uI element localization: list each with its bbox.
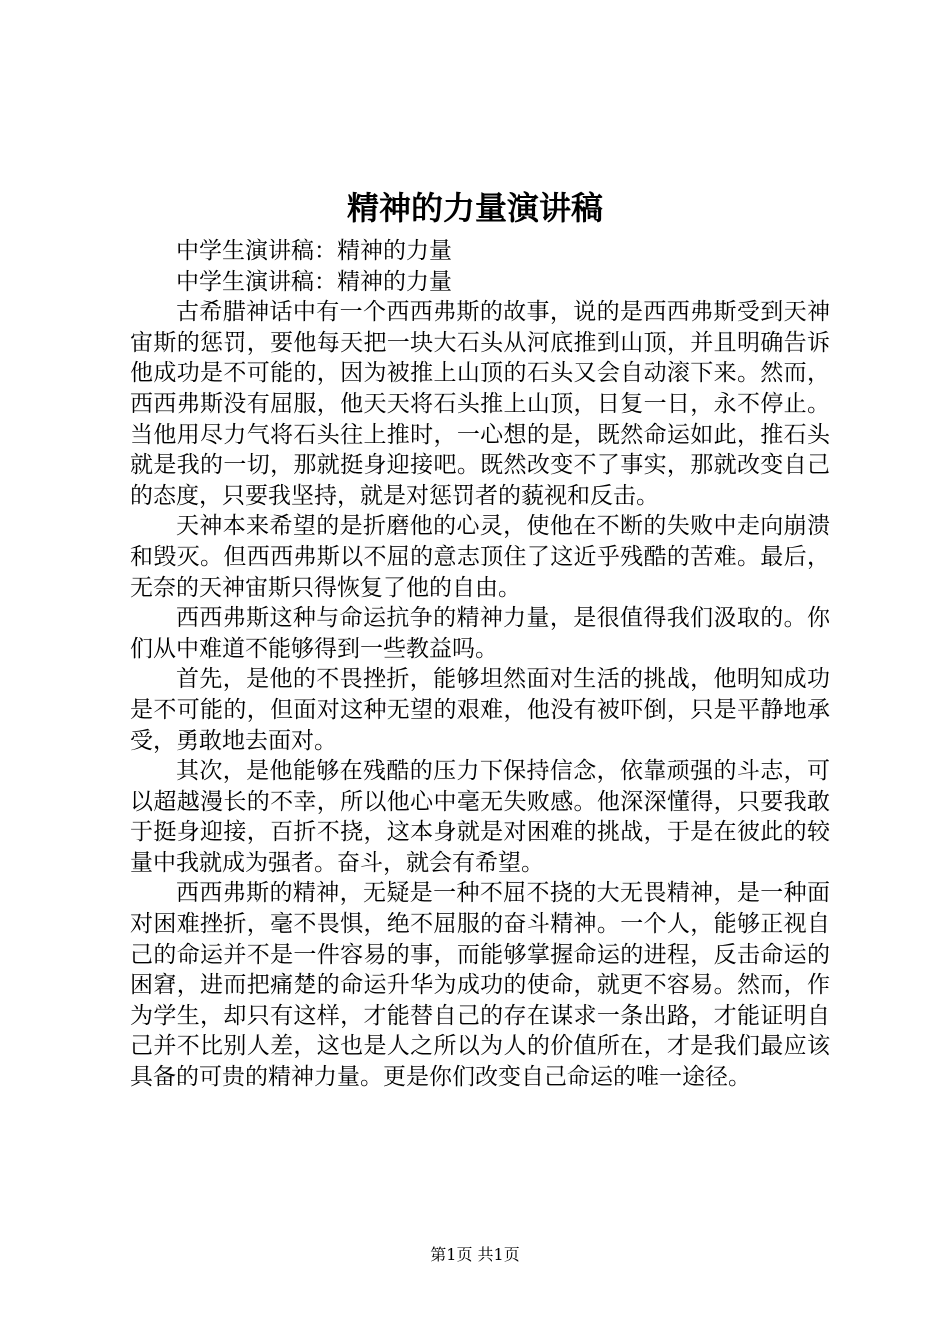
paragraph: 西西弗斯这种与命运抗争的精神力量，是很值得我们汲取的。你们从中难道不能够得到一些教益吗。 xyxy=(130,605,830,662)
page-footer: 第1页 共1页 xyxy=(430,1245,520,1264)
document-title: 精神的力量演讲稿 xyxy=(346,189,603,227)
paragraph: 古希腊神话中有一个西西弗斯的故事，说的是西西弗斯受到天神宙斯的惩罚，要他每天把一块大石头从河底推到山顶，并且明确告诉他成功是不可能的，因为被推上山顶的石头又会自动滚下来。然而，西西弗斯没有屈服，他天天将石头推上山顶，日复一日，永不停止。当他用尽力气将石头往上推时，一心想的是，既然命运如此，推石头就是我的一切，那就挺身迎接吧。既然改变不了事实，那就改变自己的态度，只要我坚持，就是对惩罚者的藐视和反击。 xyxy=(130,299,830,509)
paragraph: 中学生演讲稿：精神的力量 xyxy=(176,238,452,264)
paragraph: 其次，是他能够在残酷的压力下保持信念，依靠顽强的斗志，可以超越漫长的不幸，所以他心中毫无失败感。他深深懂得，只要我敢于挺身迎接，百折不挠，这本身就是对困难的挑战，于是在彼此的较量中我就成为强者。奋斗，就会有希望。 xyxy=(130,758,830,876)
paragraph: 首先，是他的不畏挫折，能够坦然面对生活的挑战，他明知成功是不可能的，但面对这种无望的艰难，他没有被吓倒，只是平静地承受，勇敢地去面对。 xyxy=(130,666,830,754)
document-body xyxy=(130,236,830,1093)
paragraph: 西西弗斯的精神，无疑是一种不屈不挠的大无畏精神，是一种面对困难挫折，毫不畏惧，绝不屈服的奋斗精神。一个人，能够正视自己的命运并不是一件容易的事，而能够掌握命运的进程，反击命运的困窘，进而把痛楚的命运升华为成功的使命，就更不容易。然而，作为学生，却只有这样，才能替自己的存在谋求一条出路，才能证明自己并不比别人差，这也是人之所以为人的价值所在，才是我们最应该具备的可贵的精神力量。更是你们改变自己命运的唯一途径。 xyxy=(130,880,830,1091)
paragraph: 天神本来希望的是折磨他的心灵，使他在不断的失败中走向崩溃和毁灭。但西西弗斯以不屈的意志顶住了这近乎残酷的苦难。最后，无奈的天神宙斯只得恢复了他的自由。 xyxy=(130,513,830,601)
paragraph: 中学生演讲稿：精神的力量 xyxy=(176,268,452,295)
